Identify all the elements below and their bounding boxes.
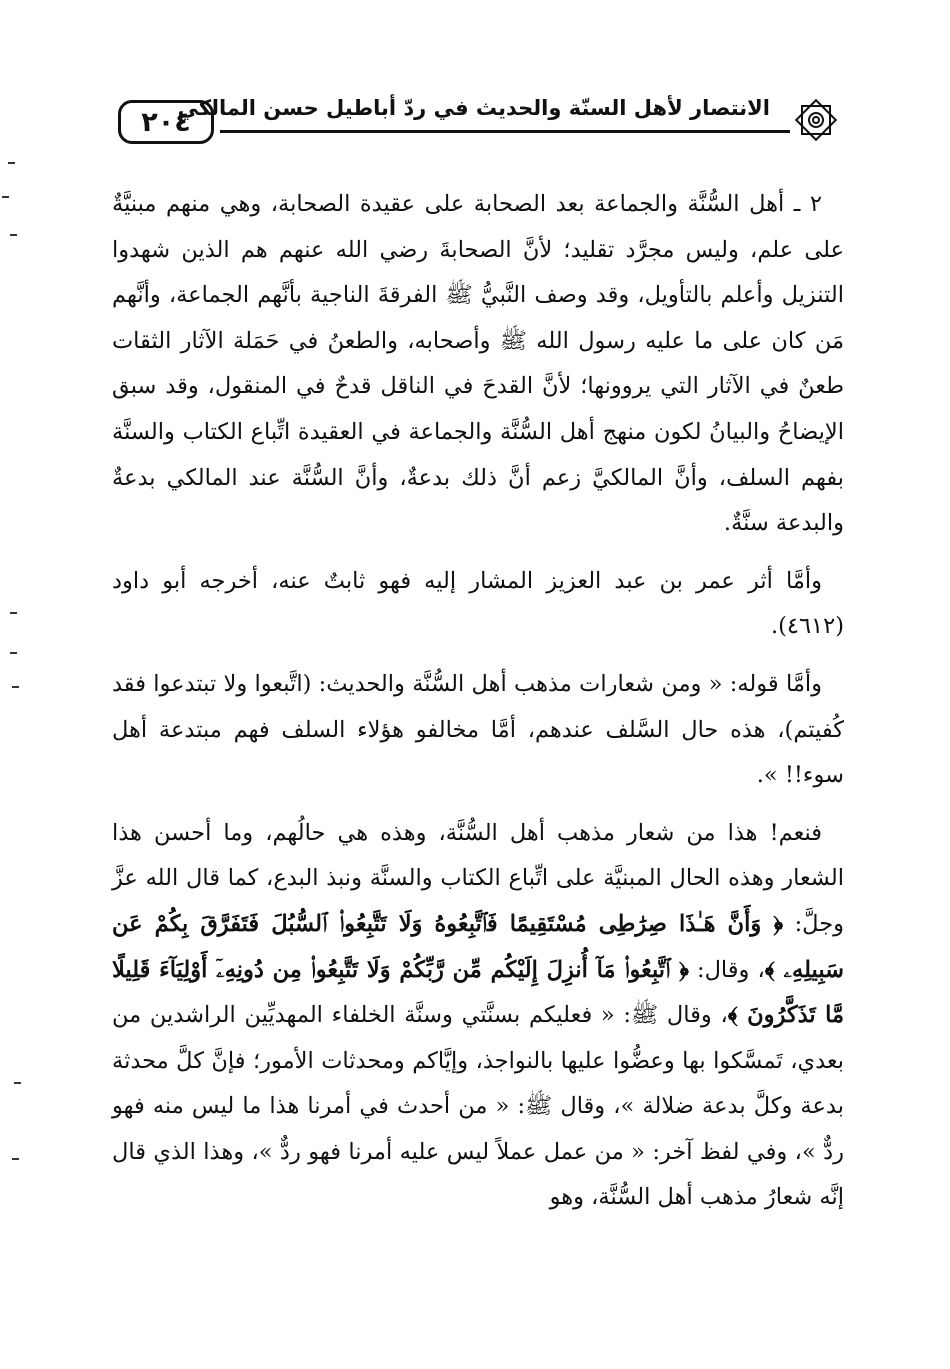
page-header — [100, 92, 850, 144]
paragraph-1-text: ٢ ـ أهل السُّنَّة والجماعة بعد الصحابة على عقيدة الصحابة، وهي منهم مبنيَّةٌ على علم، وليس مجرَّد تقليد؛ لأنَّ الصحابةَ رضي الله عنهم هم الذين شهدوا التنزيل وأعلم بالتأويل، وقد وصف النَّبيُّ ﷺ الفرقةَ الناجية بأنَّهم الجماعة، وأنَّهم مَن كان على ما عليه رسول الله ﷺ وأصحابه، والطعنُ في حَمَلة الآثار الثقات طعنٌ في الآثار التي يروونها؛ لأنَّ القدحَ في الناقل قدحٌ في المنقول، وقد سبق الإيضاحُ والبيانُ لكون منهج أهل السُّنَّة والجماعة في العقيدة اتِّباع الكتاب والسنَّة بفهم السلف، وأنَّ المالكيَّ زعم أنَّ ذلك بدعةٌ، وأنَّ السُّنَّة عند المالكي بدعةٌ والبدعة سنَّةٌ. — [112, 191, 844, 537]
margin-mark — [12, 686, 19, 688]
header-rule — [220, 130, 790, 133]
quran-verse-1: ﴿ وَأَنَّ هَـٰذَا صِرَٰطِى مُسْتَقِيمًا فَٱتَّبِعُوهُ وَلَا تَتَّبِعُوا۟ ٱلسُّبُلَ فَتَفَرَّقَ بِكُمْ عَن سَبِيلِهِۦ ﴾ — [112, 910, 844, 983]
body-text — [112, 182, 844, 1221]
paragraph-1 — [112, 182, 844, 547]
running-title: الانتصار لأهل السنّة والحديث في ردّ أباطيل حسن المالكي — [177, 96, 770, 120]
margin-mark — [10, 234, 17, 236]
quran-verse-2: ﴿ ٱتَّبِعُوا۟ مَآ أُنزِلَ إِلَيْكُم مِّن رَّبِّكُمْ وَلَا تَتَّبِعُوا۟ مِن دُونِهِۦٓ أَوْلِيَآءَ قَلِيلًا مَّا تَذَكَّرُونَ ﴾ — [112, 956, 844, 1029]
paragraph-3 — [112, 662, 844, 799]
paragraph-2 — [112, 559, 844, 650]
paragraph-4 — [112, 811, 844, 1221]
page-number: ٢٠٤ — [118, 100, 214, 144]
margin-mark — [12, 1158, 19, 1160]
paragraph-2-text: وأمَّا أثر عمر بن عبد العزيز المشار إليه فهو ثابتٌ عنه، أخرجه أبو داود (٤٦١٢). — [112, 567, 844, 640]
margin-mark — [2, 196, 9, 198]
margin-mark — [10, 612, 17, 614]
paragraph-4-text-c: ، وقال ﷺ: « فعليكم بسنَّتي وسنَّة الخلفاء المهديِّين الراشدين من بعدي، تَمسَّكوا بها وعضُّوا عليها بالنواجذ، وإيَّاكم ومحدثات الأمور؛ فإنَّ كلَّ محدثة بدعة وكلَّ بدعة ضلالة »، وقال ﷺ: « من أحدث في أمرنا هذا ما ليس منه فهو ردٌّ »، وفي لفظ آخر: « من عمل عملاً ليس عليه أمرنا فهو ردٌّ »، وهذا الذي قال إنَّه شعارُ مذهب أهل السُّنَّة، وهو — [112, 1002, 844, 1211]
paragraph-4-text-a: فنعم! هذا من شعار مذهب أهل السُّنَّة، وهذه هي حالُهم، وما أحسن هذا الشعار وهذه الحال المبنيَّة على اتِّباع الكتاب والسنَّة ونبذ البدع، كما قال الله عزَّ وجلَّ: — [112, 819, 844, 937]
margin-mark — [14, 1082, 21, 1084]
paragraph-4-text-b: ، وقال: — [688, 956, 765, 983]
margin-mark — [10, 652, 17, 654]
paragraph-3-text: وأمَّا قوله: « ومن شعارات مذهب أهل السُّنَّة والحديث: (اتَّبعوا ولا تبتدعوا فقد كُفيتم)، هذه حال السَّلف عندهم، أمَّا مخالفو هؤلاء السلف فهم مبتدعة أهل سوء!! ». — [112, 670, 844, 789]
star-ornament-icon — [790, 94, 842, 146]
margin-mark — [8, 162, 15, 164]
